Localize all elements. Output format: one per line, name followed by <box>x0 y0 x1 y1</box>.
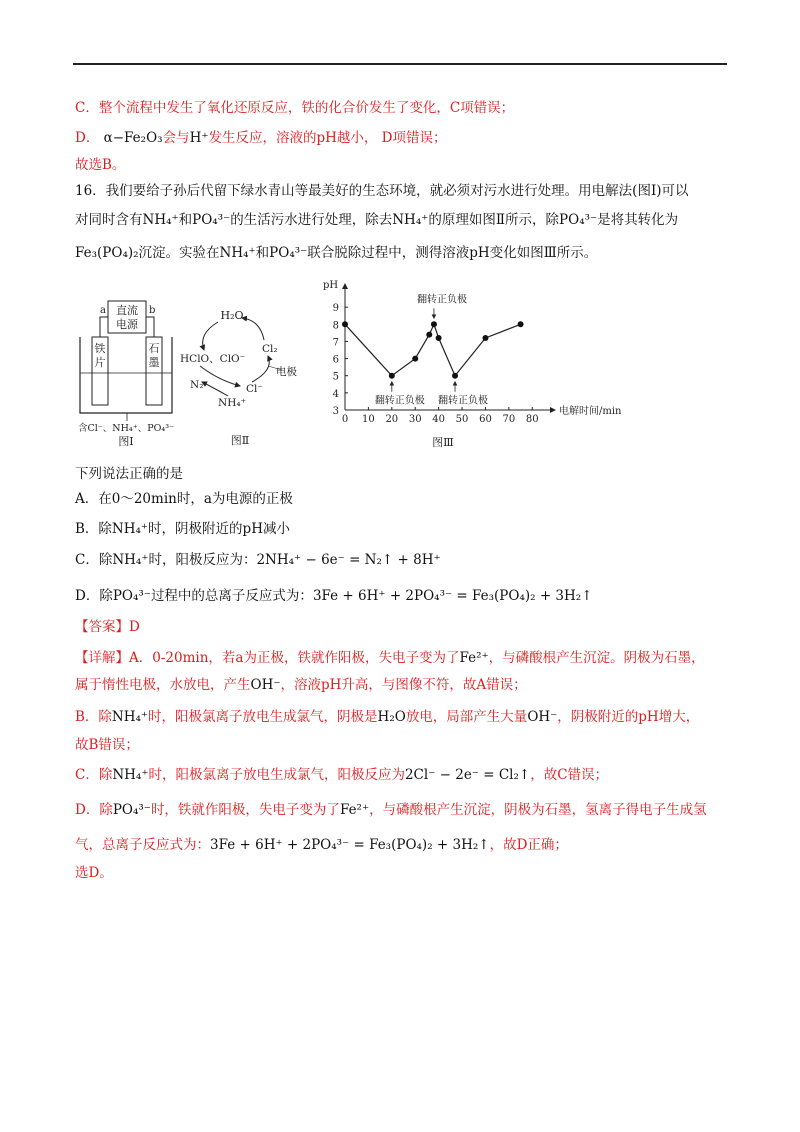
figure-1-electrolysis-cell <box>72 295 180 447</box>
y-tick-label: 9 <box>332 303 339 315</box>
detail-c <box>75 765 608 785</box>
detail-c-equation: 2Cl⁻ − 2e⁻ = Cl₂↑ <box>404 767 531 783</box>
terminal-a-label: a <box>100 305 106 316</box>
data-point <box>518 321 524 327</box>
data-point <box>412 356 418 362</box>
annotation-label: 翻转正负极 <box>374 395 425 407</box>
prev-option-d <box>75 128 447 148</box>
detail-d-mid2: ，与磷酸根产生沉淀，阴极为石墨，氢离子得电子生成氢 <box>369 802 707 818</box>
q-nh4-2: NH₄⁺ <box>392 212 429 228</box>
y-tick-label: 4 <box>332 388 339 400</box>
figure-2-mechanism <box>178 306 302 448</box>
prev-d-formula: α−Fe₂O₃ <box>103 130 163 146</box>
q-l2-c: 的生活污水进行处理，除去 <box>230 212 393 228</box>
y-tick-label: 5 <box>332 371 339 383</box>
option-c <box>75 550 441 570</box>
ph-series-line <box>345 324 521 375</box>
detail-b-line-1 <box>75 707 699 727</box>
opt-b-post: 时，阴极附近的pH减小 <box>148 521 290 537</box>
y-axis-label: pH <box>323 280 339 291</box>
x-tick-label: 10 <box>362 414 375 425</box>
x-tick-label: 60 <box>479 414 492 425</box>
q-l2-b: 和 <box>178 212 193 228</box>
detail-a-1: 【详解】A．0-20min，若a为正极，铁就作阳极，失电子变为了 <box>75 650 460 666</box>
prev-d-ion: H⁺ <box>189 130 209 146</box>
prev-option-c: C．整个流程中发生了氧化还原反应，铁的化合价发生了变化，C项错误； <box>75 100 515 116</box>
detail-d-line-1 <box>75 800 707 820</box>
x-axis-label: 电解时间/min <box>559 406 622 417</box>
prev-d-label: D． <box>75 130 100 146</box>
h2o-label: H₂O <box>220 309 244 322</box>
data-point <box>436 335 442 341</box>
q-l3-b: 和 <box>255 245 270 261</box>
detail-b-mid2: 放电，局部产生大量 <box>405 709 528 725</box>
x-tick-label: 70 <box>502 414 516 425</box>
solution-label: 含Cl⁻、NH₄⁺、PO₄³⁻ <box>77 423 175 434</box>
data-point <box>426 332 432 338</box>
q-l2-d: 的原理如图Ⅱ所示，除 <box>428 212 560 228</box>
detail-a-line-1 <box>75 648 705 668</box>
annotation-label: 翻转正负极 <box>416 294 467 306</box>
detail-d-pre: D．除 <box>75 802 113 818</box>
detail-a-2b: ，溶液pH升高，与图像不符，故A错误； <box>280 677 527 693</box>
q-l2-a: 对同时含有 <box>75 212 143 228</box>
question-line-3 <box>75 243 597 263</box>
detail-choose: 选D。 <box>75 865 113 881</box>
prev-choose: 故选B。 <box>75 157 126 173</box>
detail-a-1b: ，与磷酸根产生沉淀。阴极为石墨， <box>488 650 705 666</box>
detail-b-h2o: H₂O <box>377 709 406 725</box>
iron-label-1: 铁 <box>94 342 106 355</box>
header-rule <box>73 63 727 65</box>
detail-d-2b: ，故D正确； <box>489 837 568 853</box>
opt-c-nh4: NH₄⁺ <box>112 552 149 568</box>
data-point <box>482 335 488 341</box>
power-label-2: 电源 <box>116 318 138 331</box>
detail-d-line-2 <box>75 835 568 855</box>
opt-b-pre: B．除 <box>75 521 112 537</box>
option-b <box>75 519 290 539</box>
detail-oh: OH⁻ <box>250 677 281 693</box>
arrow-hclo-cl <box>200 366 240 386</box>
x-tick-label: 80 <box>525 414 539 425</box>
prev-d-post: 发生反应，溶液的pH越小， D项错误； <box>208 130 447 146</box>
q-fe3po4: Fe₃(PO₄)₂ <box>75 245 139 261</box>
q-l3-c: 联合脱除过程中，测得溶液pH变化如图Ⅲ所示。 <box>307 245 598 261</box>
detail-b-line-2: 故B错误； <box>75 737 139 753</box>
q-nh4-3: NH₄⁺ <box>219 245 256 261</box>
detail-fe2: Fe²⁺ <box>459 650 489 666</box>
q-l2-e: 是将其转化为 <box>597 212 679 228</box>
arrow-nh4-n2 <box>202 382 228 396</box>
y-tick-label: 8 <box>332 320 339 332</box>
figure-2-caption: 图Ⅱ <box>230 434 250 447</box>
arrow-cl-cl2 <box>252 356 269 382</box>
q-nh4: NH₄⁺ <box>142 212 179 228</box>
opt-c-equation: 2NH₄⁺ − 6e⁻ = N₂↑ + 8H⁺ <box>256 552 441 568</box>
detail-d-po4: PO₄³⁻ <box>112 802 151 818</box>
opt-d-pre: D．除 <box>75 588 113 604</box>
detail-c-nh4: NH₄⁺ <box>112 767 149 783</box>
y-tick-label: 3 <box>332 406 339 417</box>
opt-d-post: 过程中的总离子反应式为： <box>150 588 313 604</box>
electrode-label: 电极 <box>276 366 297 378</box>
answer: 【答案】D <box>75 619 140 635</box>
data-point <box>431 321 437 327</box>
iron-label-2: 片 <box>94 356 106 369</box>
detail-c-post: ，故C错误； <box>530 767 609 783</box>
figure-3-caption: 图Ⅲ <box>432 436 454 449</box>
question-line-1: 16．我们要给子孙后代留下绿水青山等最美好的生态环境，就必须对污水进行处理。用电解法(图Ⅰ)可以 <box>75 183 689 199</box>
data-point <box>389 373 395 379</box>
cl2-label: Cl₂ <box>262 343 278 355</box>
figure-1-caption: 图Ⅰ <box>118 435 134 447</box>
q-l3-a: 沉淀。实验在 <box>138 245 220 261</box>
x-tick-label: 40 <box>432 414 446 425</box>
detail-a-2a: 属于惰性电极，水放电，产生 <box>75 677 251 693</box>
opt-d-equation: 3Fe + 6H⁺ + 2PO₄³⁻ = Fe₃(PO₄)₂ + 3H₂↑ <box>312 588 593 604</box>
power-label-1: 直流 <box>116 304 138 317</box>
graphite-label-1: 石 <box>148 342 160 355</box>
figure-3-ph-chart <box>315 276 655 450</box>
option-a: A．在0～20min时，a为电源的正极 <box>75 491 293 507</box>
opt-d-po4: PO₄³⁻ <box>112 588 151 604</box>
detail-b-nh4: NH₄⁺ <box>111 709 149 725</box>
hclo-label: HClO、ClO⁻ <box>180 353 246 365</box>
annotation-label: 翻转正负极 <box>438 395 489 407</box>
arrow-cl2-h2o <box>242 318 264 340</box>
detail-a-line-2 <box>75 675 527 695</box>
data-point <box>452 373 458 379</box>
opt-c-pre: C．除 <box>75 552 113 568</box>
question-line-2 <box>75 210 678 230</box>
terminal-b-label: b <box>149 305 156 316</box>
detail-b-oh: OH⁻ <box>527 709 558 725</box>
prev-d-mid: 会与 <box>162 130 190 146</box>
graphite-label-2: 墨 <box>148 356 160 369</box>
nh4-label: NH₄⁺ <box>218 397 247 409</box>
detail-d-equation: 3Fe + 6H⁺ + 2PO₄³⁻ = Fe₃(PO₄)₂ + 3H₂↑ <box>210 837 490 853</box>
detail-d-2a: 气，总离子反应式为： <box>75 837 210 853</box>
arrow-h2o-hclo <box>203 322 218 350</box>
detail-d-fe2: Fe²⁺ <box>339 802 370 818</box>
x-tick-label: 0 <box>341 414 349 425</box>
y-tick-label: 7 <box>332 337 339 349</box>
q-po4: PO₄³⁻ <box>192 212 231 228</box>
detail-d-mid: 时，铁就作阳极，失电子变为了 <box>150 802 340 818</box>
detail-c-mid: 时，阳极氯离子放电生成氯气，阳极反应为 <box>148 767 405 783</box>
x-tick-label: 50 <box>455 414 469 425</box>
data-point <box>342 321 348 327</box>
n2-label: N₂ <box>190 379 204 391</box>
opt-b-nh4: NH₄⁺ <box>111 521 149 537</box>
option-d <box>75 586 593 606</box>
opt-c-post: 时，阳极反应为： <box>148 552 257 568</box>
question-prompt: 下列说法正确的是 <box>75 466 183 482</box>
q-po4-2: PO₄³⁻ <box>559 212 598 228</box>
detail-c-pre: C．除 <box>75 767 113 783</box>
detail-b-pre: B．除 <box>75 709 112 725</box>
y-tick-label: 6 <box>332 354 339 366</box>
cl-label: Cl⁻ <box>246 383 263 395</box>
detail-b-mid: 时，阳极氯离子放电生成氯气，阴极是 <box>148 709 378 725</box>
x-tick-label: 30 <box>408 414 422 425</box>
detail-b-post: ，阴极附近的pH增大， <box>557 709 700 725</box>
x-tick-label: 20 <box>385 414 399 425</box>
q-po4-3: PO₄³⁻ <box>269 245 308 261</box>
